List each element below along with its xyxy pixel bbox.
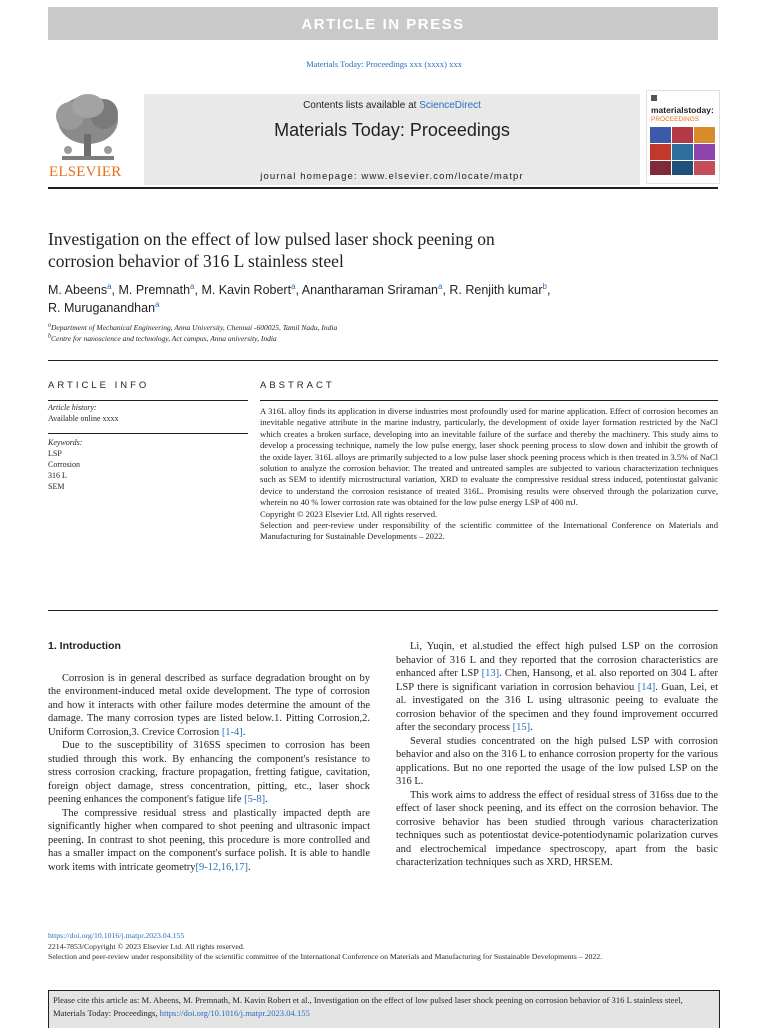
article-info [48,402,248,492]
divider [48,610,718,611]
citation-text: Please cite this article as: M. Abeens, M. Premnath, M. Kavin Robert et al., Investigation on the effect of low pulsed laser shock peening on corrosion behavior of 316 L stainless steel, Materials Today: Proceedings, [53,995,683,1018]
divider [260,400,718,401]
divider [48,360,718,361]
article-history-value: Available online xxxx [48,414,119,423]
keywords-label: Keywords: [48,438,83,447]
body-column-left [48,640,370,874]
cover-subtitle: PROCEEDINGS [651,116,700,123]
citation-doi-link[interactable]: https://doi.org/10.1016/j.matpr.2023.04.155 [159,1008,310,1018]
section-heading-introduction: 1. Introduction [48,640,121,652]
article-info-heading: ARTICLE INFO [48,380,150,391]
keyword: SEM [48,482,65,491]
divider [48,400,248,401]
author[interactable]: M. Abeens$^a$, [48,281,119,297]
author[interactable]: R. Renjith kumar$^b$, [449,281,551,297]
author-list [48,281,688,317]
elsevier-wordmark: ELSEVIER [49,164,122,180]
citation-link[interactable]: [1-4] [221,726,243,738]
paragraph: Due to the susceptibility of 316SS specimen to corrosion has been studied through this work. By enhancing the component's resistance to stress corrosion cracking, fracture propagation, fretting fatigue, cavitation, foreign object damage, stress concentration, pitting, etc., laser shock peening enhances the component's fatigue life [5-8]. [48,740,370,805]
article-in-press-banner: ARTICLE IN PRESS [48,7,718,40]
citation-link[interactable]: [9-12,16,17] [195,861,249,873]
abstract [260,406,718,543]
affiliation: $^b$Centre for nanoscience and technology, Act campus, Anna university, India [48,333,277,343]
sciencedirect-link[interactable]: ScienceDirect [419,100,481,111]
masthead-info-box [144,94,640,185]
doi-link[interactable]: https://doi.org/10.1016/j.matpr.2023.04.155 [48,931,185,940]
author[interactable]: R. Muruganandhan$^a$ [48,299,160,315]
journal-masthead [48,88,718,188]
journal-cover-thumbnail [646,90,720,184]
affiliations [48,322,708,344]
keyword: Corrosion [48,460,80,469]
article-title-line-1: Investigation on the effect of low pulsed laser shock peening on [48,229,495,249]
citation-link[interactable]: [5-8] [244,794,266,805]
article-title [48,228,648,272]
author[interactable]: M. Kavin Robert$^a$, [201,281,302,297]
citation-link[interactable]: [14] [637,681,656,693]
author[interactable]: M. Premnath$^a$, [118,281,202,297]
citation-link[interactable]: [15] [512,722,531,733]
abstract-heading: ABSTRACT [260,380,335,391]
abstract-text: A 316L alloy finds its application in diverse industries most profoundly used for marine application. Effect of corrosion becomes an inevitable negative attribute in the marine industry, particularly, the development of oxide layer formation restricted by the NaCl which creates a broken surface, developing into an inevitable failure of the surface and thereby the machinery. This study aims to develop a processing technique, namely the low pulse energy, laser shock peening process to slow down and inhibit the growth of the oxide layer. 316L alloys are primarily subjected to a low pulse laser shock peening process which is then treated in 3.5% of NaCl solution to analyze the corrosion behavior. The treated and untreated samples are subjected to various characterization techniques such as SEM to identify microstructural variation, XRD to evaluate the compressive residual stress induced, potentiostat galvanic device to understand the corrosion resistance of treated 316L. Promising results were observed through the polarization curve, wherein no 40 % lower corrosion rate was obtained for the low pulse energy LSP of 400 mJ. [260,406,718,508]
issn-copyright: 2214-7853/Copyright © 2023 Elsevier Ltd. All rights reserved. [48,941,245,951]
paragraph: Li, Yuqin, et al.studied the effect high pulsed LSP on the corrosion behavior of 316 L and they reported that the corrosion characteristics are enhanced after LSP [13]. Chen, Hansong, et al. also reported on 304 L after LSP there is significant variation in corrosion behaviou [14]. Guan, Lei, et al. investigated on the 316 L using ultrasonic peeing to evaluate the corrosion behavior of the specimen and they found improvement occurred after the secondary process [15]. [396,641,718,733]
journal-title: Materials Today: Proceedings [274,120,510,140]
citation-box [48,990,720,1028]
abstract-copyright: Copyright © 2023 Elsevier Ltd. All rights reserved. [260,508,438,519]
paragraph: Several studies concentrated on the high pulsed LSP with corrosion behavior and also on the 316 L to enhance corrosion property for the various applications. But no one reported the usage of the low pulsed LSP on the 316 L. [396,735,718,787]
article-history-label: Article history: [48,403,97,412]
abstract-selection-note: Selection and peer-review under responsibility of the scientific committee of the International Conference on Materials and Manufacturing for Sustainable Developments – 2022. [260,520,718,542]
keyword: LSP [48,449,62,458]
masthead-rule [48,187,718,189]
contents-prefix: Contents lists available at [303,100,420,111]
affiliation: $^a$Department of Mechanical Engineering, Anna University, Chennai -600025, Tamil Nadu, India [48,322,338,332]
body-column-right [396,640,718,870]
citation-link[interactable]: [13] [481,668,500,679]
author[interactable]: Anantharaman Sriraman$^a$, [301,281,450,297]
contents-line [144,100,640,111]
paragraph: This work aims to address the effect of residual stress of 316ss due to the effect of laser shock peening, and its effect on the corrosion behavior. The corrosive behavior has been studied through various characterization techniques such as potentiostat device-potentiodynamic polarization curves and electrochemical impedance spectroscopy, apart from the basic characterization techniques such as XRD, HRSEM. [396,789,718,868]
journal-reference[interactable]: Materials Today: Proceedings xxx (xxxx) xxx [306,59,462,69]
keyword: 316 L [48,471,67,480]
cover-art [647,91,719,183]
paragraph: Corrosion is in general described as surface degradation brought on by the environment-induced metal oxide development. The type of corrosion and how it interacts with other failure modes determine the amount of the damage. The many corrosion types are listed below.1. Pitting Corrosion,2. Uniform Corrosion,3. Crevice Corrosion [1-4]. [48,672,370,738]
cover-title: materialstoday: [651,105,714,115]
journal-homepage[interactable]: journal homepage: www.elsevier.com/locate/matpr [260,171,524,182]
footer-selection-note: Selection and peer-review under responsibility of the scientific committee of the International Conference on Materials and Manufacturing for Sustainable Developments – 2022. [48,952,603,961]
page-footer [48,931,718,963]
paragraph: The compressive residual stress and plastically impacted depth are significantly higher when compared to shot peening and ultrasonic impact peening. In contrast to shot peening, this procedure is more controlled and has a smaller impact on the component's surface polish. It is able to handle work items with intricate geometry[9-12,16,17]. [48,807,370,873]
article-title-line-2: corrosion behavior of 316 L stainless steel [48,251,344,271]
